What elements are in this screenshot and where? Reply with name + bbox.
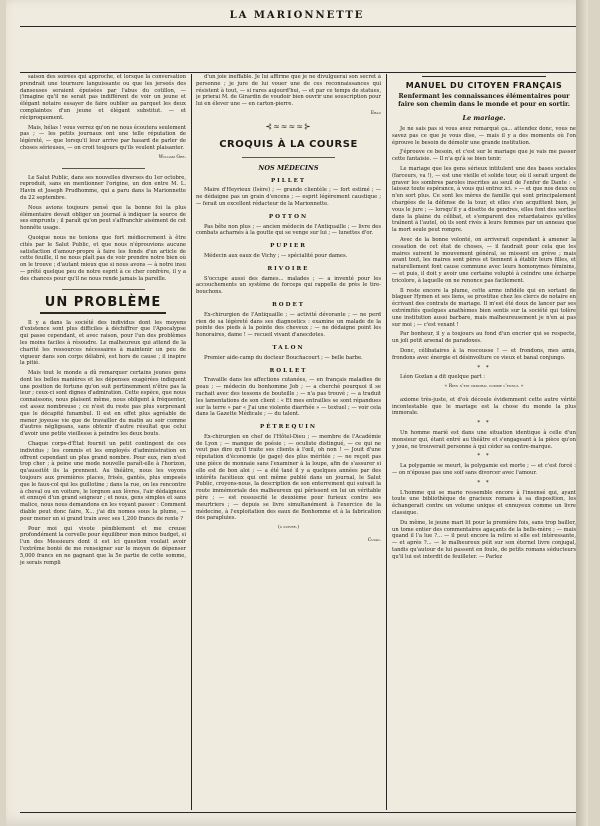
page-edge-shadow — [576, 0, 588, 826]
stars-separator: * * — [477, 364, 491, 371]
divider — [62, 168, 145, 169]
paragraph: Du même, le jeune mari lit pour la première fois, sans trop bailler, un tome entier des commentaires agaçants de la belle-mère ; — mais quand il l'a lue ?... — il peut encore la relire si elle est intéressante, — et après ?... — le malheureux péit sur son éternel livre conjugal, tandis qu'autour de lui passent en foule, de petits romans séducteurs qu'il lui est interdit de feuilleter. — Parlez — [392, 519, 576, 560]
right-column — [392, 74, 576, 810]
entry-text: Médecin aux eaux de Vichy ; — spécialité pour dames. — [204, 252, 348, 259]
continuation-note: (à suivre.) — [277, 525, 300, 531]
title-underline — [40, 312, 166, 314]
bottom-rule — [20, 812, 576, 813]
entry-name: PILLET — [270, 177, 307, 184]
page-header: LA MARIONNETTE — [229, 10, 365, 21]
article-subtitle: Renfermant les connaissances élémentaires pour faire son chemin dans le monde et pour en sortir. — [398, 93, 570, 108]
paragraph: Un homme marié est dans une situation identique à celle d'un monsieur qui, étant entré au théâtre et s'engageant à la pièce qu'on y joue, ne trouverait personne à qui céder sa contre-marque. — [392, 430, 576, 450]
signature: Ebau — [370, 110, 381, 116]
entry-name: POTTON — [268, 213, 309, 220]
entry-text: Pas bête non plus ; — ancien médecin de l'Antiquaille ; — livre des combats acharnés à la goutte qui se venge sur lui ; — lunettes d'or. — [196, 223, 381, 237]
top-rule — [20, 72, 576, 73]
article-title: MANUEL DU CITOYEN FRANÇAIS — [405, 81, 563, 90]
stars-separator: * * — [477, 453, 491, 460]
paragraph: axiome très-juste, et d'où découle évidemment cette autre vérité incontestable que le mariage est la chose du monde la plus immorale. — [392, 396, 576, 417]
entry-text: Maire d'Heyrieux (Isère) ; — grande clientèle ; — fort estimé ; — ne dédaigne pas un grain d'encens ; — esprit légèrement caustique ; — ferait un excellent rédacteur de la Marionnette. — [196, 187, 381, 207]
entry-text: Premier aide-camp du docteur Bouchacourt ; — belle barbe. — [204, 354, 363, 361]
column-rule-1 — [191, 74, 192, 810]
middle-column — [196, 74, 381, 810]
entry-name: PUPIER — [270, 243, 307, 250]
quotation: « Rien n'est immoral comme l'ennui. » — [444, 384, 524, 390]
entry-text: Ex-chirurgien de l'Antiquaille ; — activité dévorante ; — ne perd rien de sa légèreté dans ses diagnostics : examine un malade de la pointe des pieds à la pointe des cheveux ; — ne dédaigne point les honoraires, dame ! — recueil vivant d'anecdotes. — [196, 311, 381, 339]
entry-text: Ex-chirurgien en chef de l'Hôtel-Dieu ; — membre de l'Académie de Lyon ; — manque de poésie ; — oculiste distingué, — ce qui ne veut pas dire qu'il traite ses clients à l'œil, oh non ! — Jouit d'une réputation d'économie (je gage) des plus méritée ; — ne reçoit pas une pièce de monnaie sans l'examiner à la loupe, afin de s'assurer si elle est de bon aloi ; — a été taxé il y a quelques années par des intérêts facétieux qui ont même publié dans un journal, le Salut Public, croyons-nous, la description de son enterrement qui suivait la route immémoriale des malheureux qui périssent en lui un véritable père ; — est ressuscité le deuxième pour furieux contre ses meurtriers ; — depuis se livre simultanément à l'exercice de la médecine, à l'exploitation des eaux de Bonhomme et à la fabrication des parapluies. — [196, 433, 381, 522]
entry-text: S'occupe aussi des dames... malades ; — a inventé pour les accouchements un système de forceps qui rappelle de près le tire-bouchons. — [196, 275, 381, 296]
divider — [242, 157, 335, 158]
entry-name: RIVOIRE — [267, 265, 310, 272]
header-rule — [20, 26, 576, 27]
paragraph: Le mariage que les gens sérieux intitulent une des bases sociales (farceurs, va !), — est une vieille et solide tour, où il serait urgent de graver les sombres paroles inscrites au seuil de l'enfer de Dante : « laissez toute espérance, à vous qui entrez ici. » — et que nos deux ou n'en sort plus. Ce sont les mères de famille qui sont principalement chargées de la défense de la tour, et elles s'en acquittent bien, je vous le jure ; — lorsqu'il y a disette de gendres, elles font des sorties dans la plaine du célibat, et s'emparent des retardataires qu'elles traînent à l'autel, où ils sont rivés à leurs femmes par un anneau que la mort seule peut rompre. — [392, 165, 576, 234]
paragraph: J'éprouve ce besoin, et c'est sur le mariage que je vais me passer cette fantaisie. — Il n'a qu'à se bien tenir. — [392, 149, 576, 163]
paragraph: saison des soirées qui approche, et lorsque la conversation prendrait une tournure languissante ou que les jerseés des danseuses seraient épuisées par l'abus du cotillon, — j'imagine qu'il ne serait pas indifférent de voir un jeune et élégant notaire essayer de faire oublier au parquet les deux complaintes d'un jeune et élégant substitut. — et réciproquement. — [20, 74, 186, 121]
entry-name: TALON — [272, 344, 305, 351]
entry-name: ROLLET — [269, 367, 308, 374]
newspaper-page — [6, 0, 588, 826]
paragraph: Léon Gozlan a dit quelque part : — [400, 374, 485, 381]
signature: William Gré. — [158, 154, 186, 160]
title-rule — [422, 76, 546, 77]
paragraph: Pour moi qui vivote péniblement et me creuse profondément la cervelle pour équilibrer mon mince budget, si l'un des Messieurs dont il est ici question voulait avoir l'extrême bonté de me renseigner sur le moyen de dépenser 5,000 francs en ne gagnant que la 5e partie de cette somme, je serais rempli — [20, 525, 186, 566]
section-heading: Le mariage. — [462, 114, 506, 122]
section-subtitle: NOS MÉDECINS — [258, 163, 319, 172]
paragraph: Donc, célibataires à la rescousse ! — et frondons, mes amis, frondons avec énergie et désinvolture ce vieux et banal conjungo. — [392, 347, 576, 361]
column-rule-2 — [386, 74, 387, 810]
paragraph: La polygamie se meurt, la polygamie est morte ; — et c'est forcé : — on n'épouse pas une soif sans divorcer avec l'amour. — [392, 463, 576, 477]
article-title: CROQUIS À LA COURSE — [219, 138, 358, 150]
stars-separator: * * — [477, 479, 491, 486]
paragraph: Il reste encore la plume, cette arme infidèle qui en sortant de blaguer Hymen et ses liens, se prostitue chez les clercs de notaire en écrivant des contrats de mariage. Il m'est été doux de lancer par ses extrémités quelques anathèmes bien sentis sur la société qui tolère une institution aussi barbare, mais malheureusement je n'en ai pas sur moi ; — c'est vexant ! — [392, 287, 576, 328]
stars-separator: * * — [477, 420, 491, 427]
paragraph: Je ne sais pas si vous avez remarqué ça... attendez donc, vous ne savez pas ce que je vous dise, — mais il y a des moments où l'on éprouve le besoin de démolir une grande institution. — [392, 126, 576, 146]
paragraph: Quoique nous ne tenions que fort médiocrement à être cités par le Salut Public, et que nous n'éprouvions aucune satisfaction d'amour-propre à faire les fonds d'un article de cette feuille, il ne nous plaît pas de voir prendre notre bien où on le trouve ; d'autant mieux que si nous avons — à notre insu — prêté quelque peu de notre esprit à ce cher confrère, il y a des chances pour qu'il ne nous rende jamais la pareille. — [20, 234, 186, 282]
paragraph: Chaque corps-d'État fournit un petit contingent de ces individus ; les commis et les employés d'administration en offrent cependant un plus grand nombre. Pour eux, rien n'est trop cher ; à peine une mode nouvelle paraît-elle à l'horizon, qu'aussitôt ils la prennent. Au théâtre, nous les voyons toujours aux premières places, frisés, gantés, plus empesés que le faux-col qui les guillotine ; dans la rue, on les rencontre à cheval ou en voiture, le lorgnon aux lèvres, l'air dédaigneux et ennuyé d'un grand seigneur ; et nous, gens simples et sans malice, nous nous demandons en les voyant passer : Comment diable peut donc faire, X... j'ai dix nomes sous la plume, — pour mener un si grand train avec ses 1,200 francs de rente ? — [20, 441, 186, 522]
paragraph: Par bonheur, il y a toujours au fond d'un encrier qui se respecte, un joli petit arsenal de paradoxes. — [392, 331, 576, 345]
entry-name: RODET — [272, 301, 305, 308]
article-title: UN PROBLÈME — [44, 294, 162, 310]
paragraph: Avec de la bonne volonté, on arriverait cependant à amener la cessation de cet état de choses, — il faudrait pour cela que les maires suivent le mouvement général, se missent en grève ; mais avant tout, les maires sont pères et tiennent à établir leurs filles, et naturellement font cause commune avec leurs homonymes féminins, — et puis, il doit y avoir une certaine volupté à ceindre une écharpe tricolore, à laquelle on ne renonce pas facilement. — [392, 236, 576, 284]
signature: Cuiad. — [367, 538, 381, 544]
paragraph: L'homme qui se marie ressemble encore à l'insensé qui, ayant toute une bibliothèque de gracieux romans à sa disposition, les échangerait contre un volume unique et ennuyeux comme un livre classique. — [392, 489, 576, 517]
divider — [62, 289, 145, 290]
paragraph: Mais tout le monde a dû remarquer certains jeunes gens dont les belles manières et les dépenses exagérées indiquent une position de fortune qu'on suit pertinemment n'être pas la leur ; ceux-ci sont dignes d'admiration. Cette espèce, que nous connaissons, nous plaisent même, nous obligent à fréquenter, est assez nombreuse ; ce n'est du reste pas plus surprenant que le décapité funambul. Il est en effet plus agréable de mener joyeuse vie que de travailler du matin au soir comme d'autres négligeans, sans obtenir d'autre résultat que celui d'avoir une petite vieillesse à peindre les deux bouts. — [20, 370, 186, 438]
paragraph: Mais, hélas ! vous verrez qu'on ne nous écoutera seulement pas ; — les petits journaux ont une telle réputation de légèreté, — que lorsqu'il leur arrive par hasard de parler de choses sérieuses, — on croit toujours qu'ils veulent plaisanter. — [20, 124, 186, 151]
entry-name: PÉTREQUIN — [259, 424, 318, 431]
paragraph: Nous avions toujours pensé que la bonne foi la plus élémentaire devait obliger un journal à indiquer la source de ses emprunts ; il paraît qu'on peut s'affranchir aisément de cet honnête usage. — [20, 204, 186, 232]
ornament-divider: ⊰≈≈≈≈⊱ — [265, 121, 312, 131]
paragraph: Il y a dans la société des individus dont les moyens d'existence sont plus difficiles à déchiffrer que l'Apocalypse qui passe cependant, et avec raison, pour l'un des problèmes les moins faciles à résoudre. Le malheureux qui attend de la charité les ressources nécessaires à maintenir un peu de vigueur dans son corps délabré, est hors de cause ; il inspire la pitié. — [20, 319, 186, 367]
paragraph: Le Salut Public, dans ses nouvelles diverses du 1er octobre, reproduit, sans en mentionner l'origine, un don entre M. L. Havin et Joseph Prudhomme, qui a paru dans la Marionnette du 22 septembre. — [20, 174, 186, 201]
entry-text: Travaille dans les affections cutanées, — en français maladies de peau ; — médecin du bonhomme Job ; — a cherché pourquoi il se rachait avec des tessons de bouteille ; — n'a pas trouvé ; — a traduit les lamentations de son client : « Et mes entrailles se sont répandues sur la terre » par « J'ai une violente diarrhée » — textuel ; — voir cela dans la Gazette Médicale ; — du talent. — [196, 377, 381, 418]
left-column — [20, 74, 186, 810]
paragraph: d'un joie ineffable. Je lui affirme que je ne divulguerai son secret à personne ; je jure de lui vouer une de ces reconnaissances qui résistent à tout, — si rares aujourd'hui, — et par ce temps de statues, je prierai M. de Girardin de voudoir bien ouvrir une souscription pour lui en élever une — en carton-pierre. — [196, 74, 381, 108]
